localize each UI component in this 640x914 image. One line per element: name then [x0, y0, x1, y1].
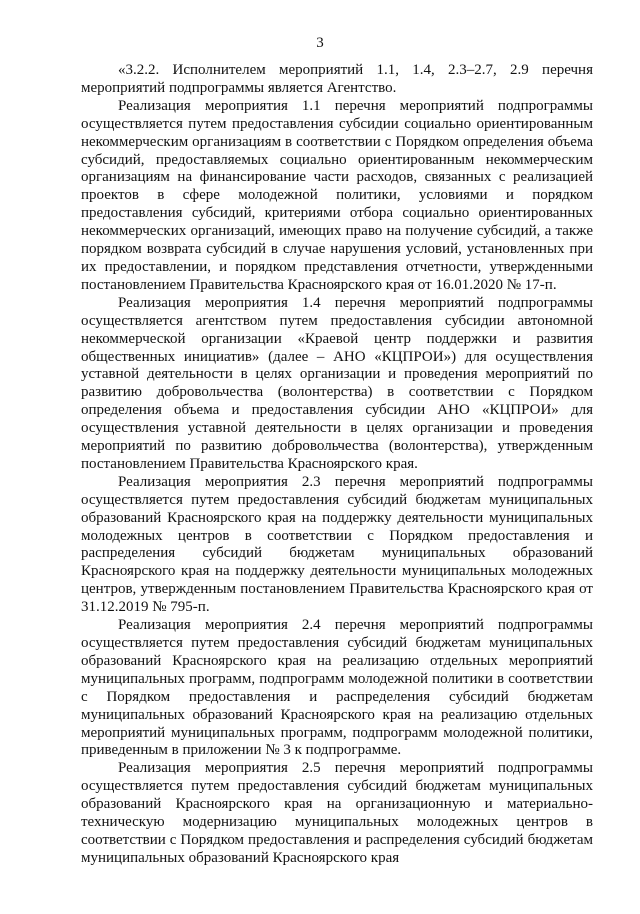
- paragraph-measure-2-3: Реализация мероприятия 2.3 перечня мероприятий подпрограммы осуществляется путем предоставления субсидий бюджетам муниципальных образований Красноярского края на поддержку деятельности муниципальных молодежных центров в соответствии с Порядком предоставления и распределения субсидий бюджетам муниципальных образований Красноярского края на поддержку деятельности муниципальных молодежных центров, утвержденным постановлением Правительства Красноярского края от 31.12.2019 № 795-п.: [81, 473, 593, 616]
- page-number: 3: [316, 35, 324, 51]
- document-body: [81, 62, 593, 868]
- paragraph-measure-2-5: Реализация мероприятия 2.5 перечня мероприятий подпрограммы осуществляется путем предоставления субсидий бюджетам муниципальных образований Красноярского края на организационную и материально-техническую модернизацию муниципальных молодежных центров в соответствии с Порядком предоставления и распределения субсидий бюджетам муниципальных образований Красноярского края: [81, 760, 593, 866]
- paragraph-measure-2-4: Реализация мероприятия 2.4 перечня мероприятий подпрограммы осуществляется путем предоставления субсидий бюджетам муниципальных образований Красноярского края на реализацию отдельных мероприятий муниципальных программ, подпрограмм молодежной политики в соответствии с Порядком предоставления и распределения субсидий бюджетам муниципальных образований Красноярского края на реализацию отдельных мероприятий муниципальных программ, подпрограмм молодежной политики, приведенным в приложении № 3 к подпрограмме.: [81, 617, 593, 759]
- paragraph-3-2-2: «3.2.2. Исполнителем мероприятий 1.1, 1.4, 2.3–2.7, 2.9 перечня мероприятий подпрограммы является Агентство.: [81, 62, 593, 96]
- paragraph-measure-1-1: Реализация мероприятия 1.1 перечня мероприятий подпрограммы осуществляется путем предоставления субсидии социально ориентированным некоммерческим организациям в соответствии с Порядком определения объема субсидий, предоставляемых социально ориентированным некоммерческим организациям на финансирование части расходов, связанных с реализацией проектов в сфере молодежной политики, условиями и порядком предоставления субсидий, критериями отбора социально ориентированных некоммерческих организаций, имеющих право на получение субсидий, а также порядком возврата субсидий в случае нарушения условий, установленных при их предоставлении, и порядком представления отчетности, утвержденными постановлением Правительства Красноярского края от 16.01.2020 № 17-п.: [81, 97, 593, 293]
- paragraph-measure-1-4: Реализация мероприятия 1.4 перечня мероприятий подпрограммы осуществляется агентством путем предоставления субсидии автономной некоммерческой организации «Краевой центр поддержки и развития общественных инициатив» (далее – АНО «КЦПРОИ») для осуществления уставной деятельности в целях организации и проведения мероприятий по развитию добровольчества (волонтерства) в соответствии с Порядком определения объема и предоставления субсидии АНО «КЦПРОИ» для осуществления уставной деятельности в целях организации и проведения мероприятий по развитию добровольчества (волонтерства), утвержденным постановлением Правительства Красноярского края.: [81, 294, 593, 472]
